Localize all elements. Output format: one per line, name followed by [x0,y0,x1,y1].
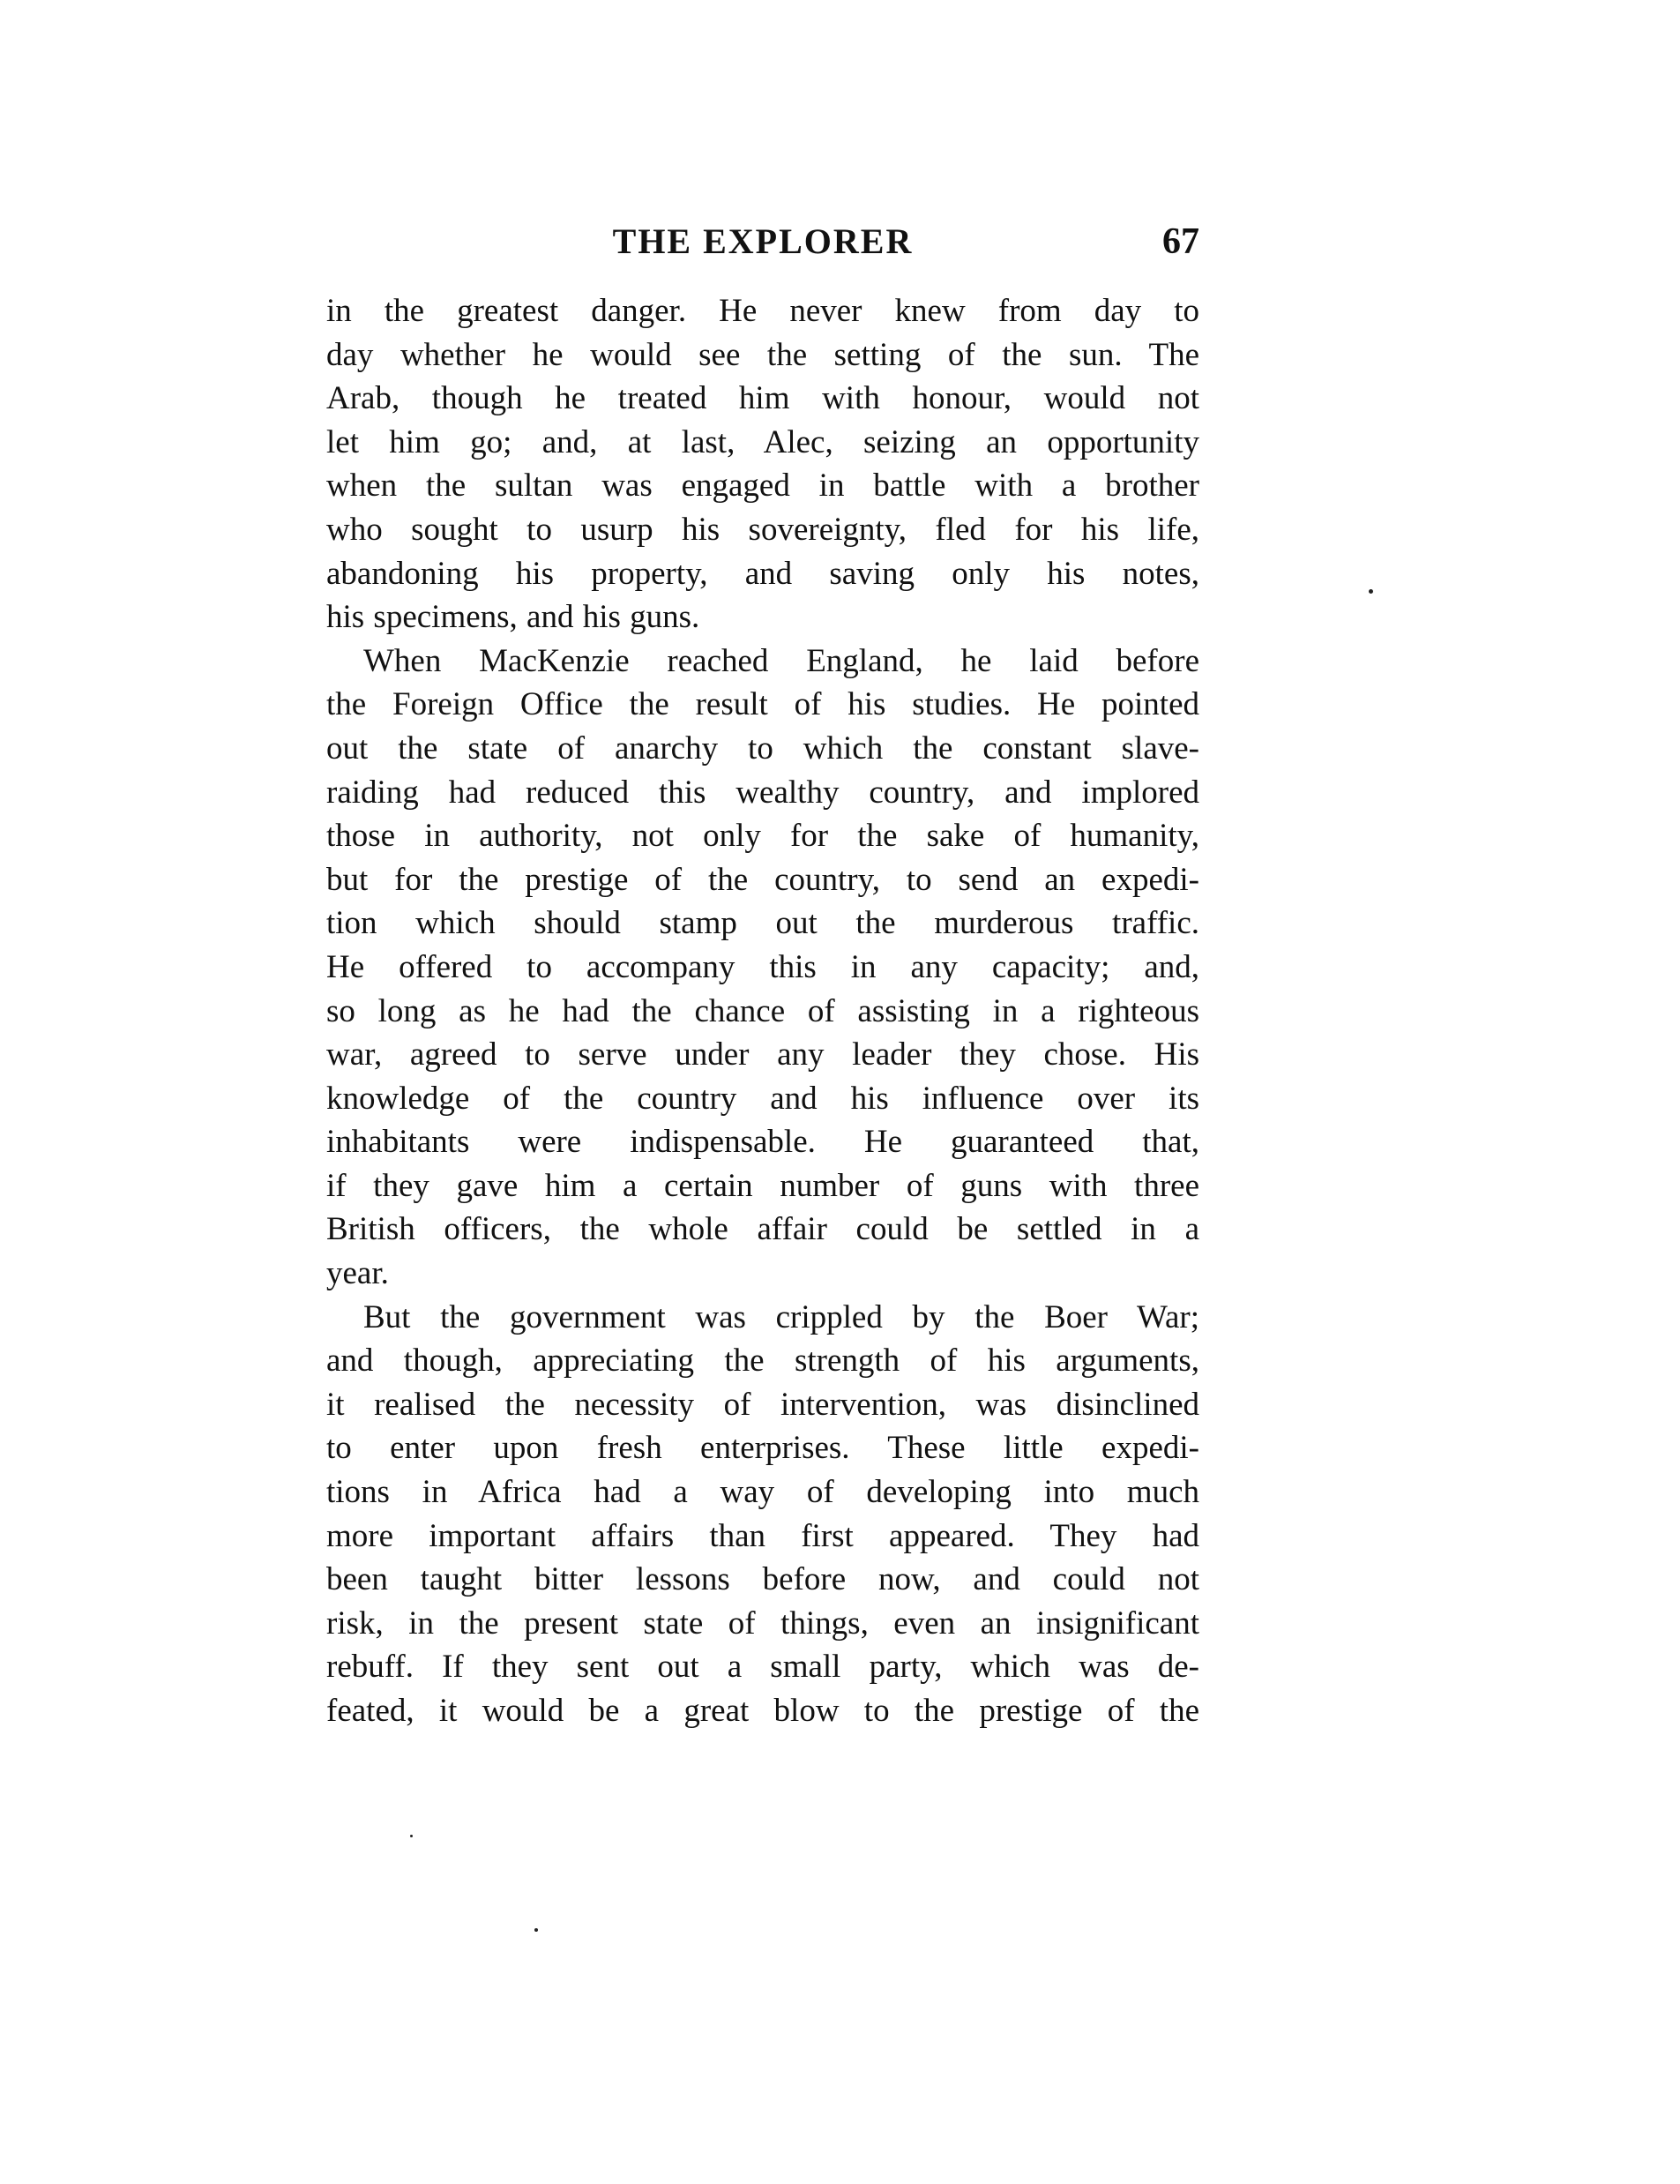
text-line: Arab, though he treated him with honour, would not [326,380,1199,417]
scan-speck [410,1835,413,1837]
scan-speck [534,1928,538,1932]
text-line: out the state of anarchy to which the constant slave- [326,729,1199,767]
text-line: been taught bitter lessons before now, and could not [326,1561,1199,1598]
text-line: He offered to accompany this in any capacity; and, [326,948,1199,985]
text-line: raiding had reduced this wealthy country, and implored [326,774,1199,811]
text-line: tion which should stamp out the murderous traffic. [326,905,1199,942]
text-line: let him go; and, at last, Alec, seizing an opportunity [326,423,1199,460]
text-line: and though, appreciating the strength of his arguments, [326,1343,1199,1380]
text-line: when the sultan was engaged in battle with a brother [326,467,1199,505]
text-line: it realised the necessity of intervention, was disinclined [326,1386,1199,1423]
text-line: When MacKenzie reached England, he laid before [363,642,1199,679]
page-number: 67 [1162,221,1199,262]
text-line: feated, it would be a great blow to the prestige of the [326,1693,1199,1729]
running-head: THE EXPLORER [612,221,914,261]
text-line: But the government was crippled by the Boer War; [363,1298,1199,1335]
text-line: year. [326,1255,389,1292]
scan-speck [1369,589,1373,594]
page-header [326,221,1199,273]
text-line: rebuff. If they sent out a small party, which was de- [326,1649,1199,1686]
text-line: if they gave him a certain number of guns with three [326,1167,1199,1204]
text-line: to enter upon fresh enterprises. These little expedi- [326,1430,1199,1467]
text-line: knowledge of the country and his influence over its [326,1080,1199,1117]
text-line: day whether he would see the setting of the sun. The [326,336,1199,373]
text-line: so long as he had the chance of assisting in a righteous [326,992,1199,1029]
text-line: his specimens, and his guns. [326,599,700,636]
text-line: the Foreign Office the result of his studies. He pointed [326,686,1199,723]
text-line: tions in Africa had a way of developing into much [326,1474,1199,1511]
text-line: more important affairs than first appeared. They had [326,1517,1199,1554]
text-line: British officers, the whole affair could be settled in a [326,1211,1199,1248]
text-line: inhabitants were indispensable. He guaranteed that, [326,1124,1199,1161]
text-line: who sought to usurp his sovereignty, fled for his life, [326,511,1199,548]
body-text [326,289,1199,1733]
text-line: in the greatest danger. He never knew from day to [326,293,1199,329]
text-line: but for the prestige of the country, to send an expedi- [326,861,1199,898]
text-line: war, agreed to serve under any leader they chose. His [326,1036,1199,1073]
text-line: risk, in the present state of things, even an insignificant [326,1604,1199,1642]
text-line: abandoning his property, and saving only his notes, [326,555,1199,592]
text-line: those in authority, not only for the sake of humanity, [326,818,1199,855]
